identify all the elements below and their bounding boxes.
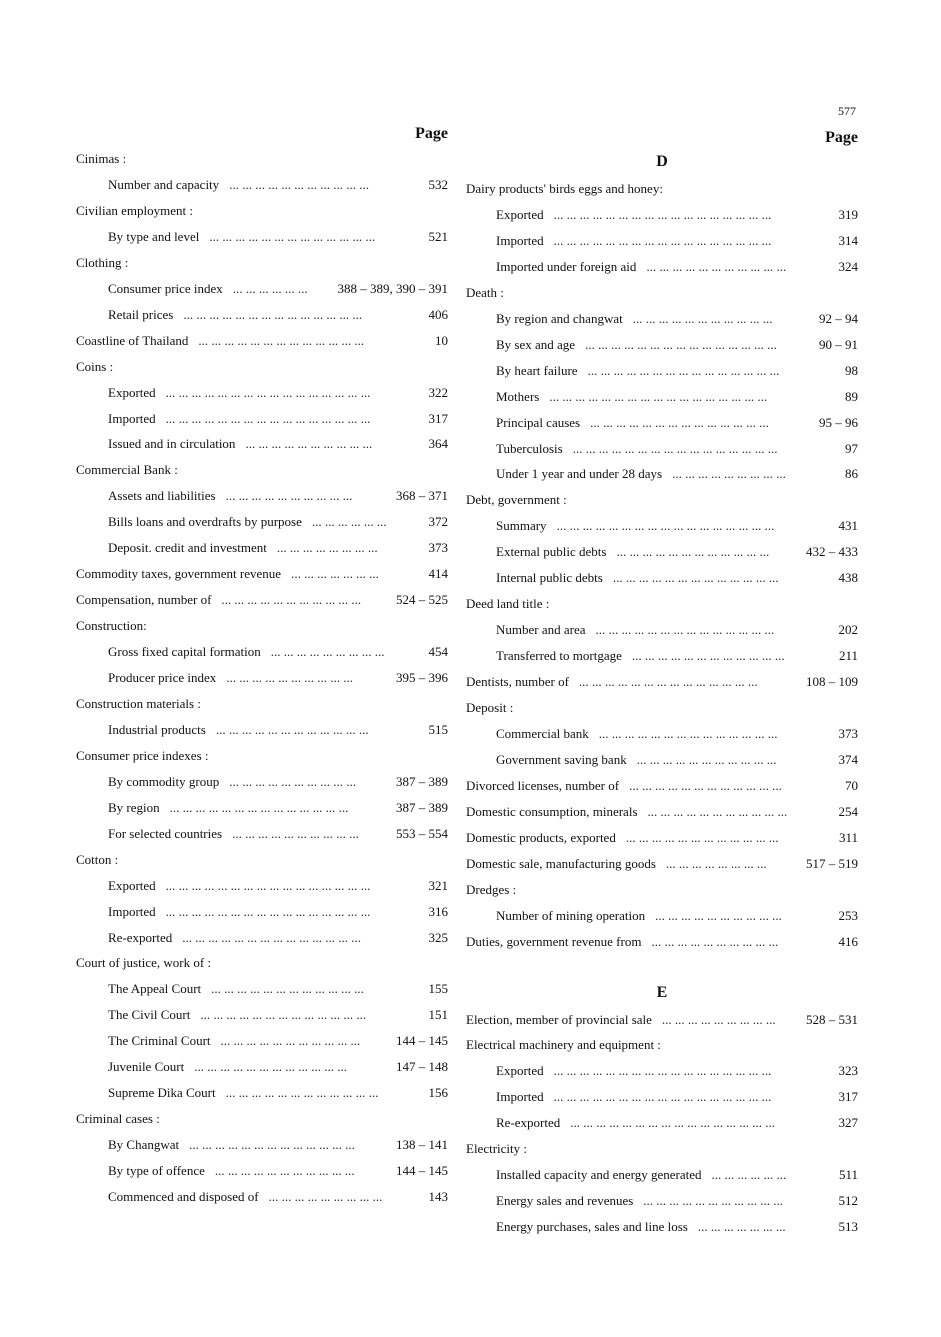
leader-dots: ... ... ... ... ... ... ... ... ... ... ... — [636, 751, 777, 767]
entry-page: 97 — [845, 440, 858, 456]
leader-dots: ... ... ... ... ... ... ... ... — [665, 855, 767, 871]
entry-label: Criminal cases : — [76, 1111, 160, 1127]
leader-dots: ... ... ... ... ... ... ... ... — [276, 540, 378, 556]
leader-dots: ... ... ... ... ... ... ... ... ... ... ... ... ... ... — [182, 929, 362, 945]
index-entry — [76, 851, 448, 869]
leader-dots: ... ... ... ... ... ... ... ... ... ... ... ... — [211, 981, 364, 997]
leader-dots: ... ... ... ... ... ... ... ... ... ... ... ... ... — [200, 1007, 367, 1023]
index-entry — [108, 799, 448, 817]
entry-label: Dairy products' birds eggs and honey: — [466, 181, 663, 196]
index-entry — [108, 1032, 448, 1050]
entry-label: By region and changwat — [496, 310, 623, 326]
leader-dots: ... ... ... ... ... ... ... ... ... ... ... — [643, 1193, 784, 1209]
entry-label: Producer price index — [108, 670, 217, 685]
leader-dots: ... ... ... ... ... ... ... ... ... ... ... ... ... ... ... ... — [165, 877, 371, 893]
entry-page: 406 — [428, 306, 448, 322]
entry-label: Cinimas : — [76, 151, 127, 166]
entry-page: 323 — [838, 1063, 858, 1079]
index-entry — [108, 306, 448, 324]
index-entry — [108, 980, 448, 998]
index-entry — [76, 202, 448, 220]
leader-dots: ... ... ... ... ... ... ... ... ... ... ... ... ... ... ... — [585, 336, 777, 352]
index-entry — [496, 1218, 858, 1236]
index-entry — [496, 1062, 858, 1080]
entry-label: Debt, government : — [466, 492, 567, 508]
entry-label: Electricity : — [466, 1141, 528, 1157]
leader-dots: ... ... ... ... ... ... ... ... ... — [672, 466, 786, 482]
index-entry — [496, 517, 858, 535]
index-entry — [108, 825, 448, 843]
index-entry — [496, 647, 858, 665]
entry-label: Civilian employment : — [76, 202, 193, 218]
entry-page: 147 – 148 — [396, 1059, 448, 1075]
entry-label: Domestic products, exported — [466, 829, 616, 845]
leader-dots: ... ... ... ... ... ... ... ... ... ... ... ... ... — [189, 1137, 355, 1153]
index-entry — [108, 1058, 448, 1076]
index-entry — [466, 699, 858, 717]
leader-dots: ... ... ... ... ... ... ... ... ... ... ... ... ... ... ... ... — [165, 384, 371, 400]
index-entry — [466, 180, 858, 198]
page-number: 577 — [838, 104, 856, 118]
entry-page: 70 — [845, 777, 858, 793]
entry-page: 202 — [838, 622, 858, 638]
entry-page: 144 – 145 — [396, 1163, 448, 1179]
entry-page: 317 — [428, 410, 448, 426]
entry-page: 327 — [838, 1115, 858, 1131]
entry-label: Retail prices — [108, 306, 174, 322]
entry-label: Exported — [108, 877, 156, 893]
entry-label: Death : — [466, 284, 504, 300]
index-entry — [108, 929, 448, 947]
index-entry — [108, 410, 448, 428]
leader-dots: ... ... ... ... ... ... ... ... ... ... ... ... ... ... ... ... — [165, 410, 371, 426]
leader-dots: ... ... ... ... ... ... ... ... ... ... ... ... ... ... ... ... ... — [553, 1089, 772, 1105]
index-entry — [76, 617, 448, 635]
entry-page: 553 – 554 — [396, 825, 448, 841]
index-entry — [496, 388, 858, 406]
entry-page: 144 – 145 — [396, 1033, 448, 1049]
leader-dots: ... ... ... ... ... ... ... ... ... ... ... ... ... ... ... ... — [165, 903, 371, 919]
leader-dots: ... ... ... ... ... ... ... ... ... — [268, 1189, 383, 1204]
leader-dots: ... ... ... ... ... ... ... ... ... ... ... ... ... ... ... ... — [572, 440, 778, 456]
entry-page: 317 — [838, 1089, 858, 1105]
leader-dots: ... ... ... ... ... ... ... ... ... ... ... ... ... ... — [183, 306, 363, 322]
index-entry — [466, 1036, 858, 1054]
leader-dots: ... ... ... ... ... ... ... ... ... ... ... ... — [225, 1085, 379, 1101]
entry-label: Assets and liabilities — [108, 488, 216, 504]
index-entry — [108, 176, 448, 194]
index-entry — [496, 414, 858, 432]
entry-page: 388 – 389, 390 – 391 — [337, 280, 448, 296]
index-entry — [76, 565, 448, 583]
entry-label: Coastline of Thailand — [76, 332, 189, 348]
entry-label: By commodity group — [108, 773, 220, 789]
entry-label: Commercial bank — [496, 725, 589, 741]
leader-dots: ... ... ... ... ... ... ... ... ... ... ... ... — [631, 648, 785, 664]
entry-label: Court of justice, work of : — [76, 955, 212, 971]
leader-dots: ... ... ... ... ... ... ... ... ... ... ... — [214, 1163, 355, 1179]
leader-dots: ... ... ... ... ... ... ... ... ... ... ... ... ... ... — [598, 725, 778, 741]
entry-label: Under 1 year and under 28 days — [496, 466, 663, 482]
entry-page: 155 — [428, 981, 448, 997]
entry-label: Internal public debts — [496, 570, 603, 586]
entry-label: Energy purchases, sales and line loss — [496, 1219, 688, 1235]
entry-label: For selected countries — [108, 825, 223, 841]
index-entry — [466, 829, 858, 847]
entry-page: 10 — [435, 332, 448, 348]
entry-page: 86 — [845, 466, 858, 482]
index-entry — [108, 721, 448, 739]
index-entry — [76, 254, 448, 272]
leader-dots: ... ... ... ... ... ... ... ... ... ... ... — [229, 176, 369, 192]
index-entry — [466, 1140, 858, 1158]
leader-dots: ... ... ... ... ... ... — [711, 1167, 787, 1183]
entry-label: Industrial products — [108, 721, 206, 737]
entry-label: Construction materials : — [76, 695, 201, 711]
entry-page: 319 — [838, 206, 858, 222]
index-entry — [108, 643, 448, 661]
leader-dots: ... ... ... ... ... ... ... ... ... ... ... ... ... ... — [590, 414, 769, 430]
entry-page: 89 — [845, 388, 858, 404]
section-letter: D — [656, 153, 668, 170]
entry-page: 438 — [838, 570, 858, 586]
index-entry — [496, 232, 858, 250]
leader-dots: ... ... ... ... ... ... ... ... ... ... ... ... ... ... ... ... ... — [553, 206, 772, 222]
index-entry — [496, 621, 858, 639]
entry-page: 524 – 525 — [396, 592, 448, 608]
index-entry — [76, 461, 448, 479]
index-entry — [466, 933, 858, 951]
entry-label: Bills loans and overdrafts by purpose — [108, 514, 302, 530]
index-entry — [108, 384, 448, 402]
entry-label: Dredges : — [466, 881, 517, 897]
entry-label: Gross fixed capital formation — [108, 644, 261, 660]
index-entry — [466, 284, 858, 302]
index-entry — [108, 1136, 448, 1154]
index-entry — [108, 228, 448, 246]
leader-dots: ... ... ... ... ... ... ... — [291, 566, 379, 582]
entry-label: Issued and in circulation — [108, 436, 236, 452]
index-entry — [466, 1011, 858, 1029]
entry-page: 416 — [838, 933, 858, 949]
entry-label: By Changwat — [108, 1137, 180, 1153]
leader-dots: ... ... ... ... ... ... ... ... ... ... — [245, 436, 373, 452]
entry-page: 395 – 396 — [396, 670, 448, 685]
index-entry — [108, 1162, 448, 1180]
page-column-header: Page — [415, 125, 448, 142]
index-entry — [108, 903, 448, 921]
entry-label: Number of mining operation — [496, 907, 646, 923]
entry-label: Installed capacity and energy generated — [496, 1167, 702, 1183]
entry-label: External public debts — [496, 544, 607, 560]
index-entry — [496, 310, 858, 328]
index-entry — [466, 803, 858, 821]
entry-page: 373 — [428, 540, 448, 556]
entry-label: Summary — [496, 518, 547, 534]
leader-dots: ... ... ... ... ... ... — [232, 280, 308, 296]
leader-dots: ... ... ... ... ... ... ... ... ... ... ... ... ... ... ... ... ... — [553, 1063, 772, 1079]
entry-page: 511 — [838, 1167, 858, 1183]
entry-page: 316 — [428, 903, 448, 919]
entry-page: 432 – 433 — [806, 544, 858, 560]
entry-page: 368 – 371 — [396, 488, 448, 504]
entry-label: Domestic sale, manufacturing goods — [466, 855, 656, 871]
entry-page: 521 — [428, 228, 448, 244]
index-entry — [466, 855, 858, 873]
entry-label: Imported — [108, 903, 156, 919]
entry-page: 108 – 109 — [806, 674, 858, 690]
index-entry — [108, 435, 448, 453]
index-entry — [496, 440, 858, 458]
leader-dots: ... ... ... ... ... ... ... ... ... ... — [225, 488, 353, 504]
index-entry — [108, 669, 448, 687]
entry-label: Commodity taxes, government revenue — [76, 566, 282, 582]
index-entry — [108, 513, 448, 531]
leader-dots: ... ... ... ... ... ... ... — [697, 1219, 786, 1235]
index-entry — [496, 336, 858, 354]
page-column-header: Page — [825, 129, 858, 146]
leader-dots: ... ... ... ... ... ... ... ... ... ... ... — [646, 258, 787, 274]
index-entry — [496, 206, 858, 224]
leader-dots: ... ... ... ... ... ... ... ... ... ... ... — [220, 1033, 361, 1049]
entry-label: Dentists, number of — [466, 674, 569, 690]
entry-page: 528 – 531 — [806, 1011, 858, 1027]
entry-page: 321 — [428, 877, 448, 893]
index-entry — [76, 954, 448, 972]
entry-page: 322 — [428, 384, 448, 400]
entry-label: Divorced licenses, number of — [466, 777, 620, 793]
leader-dots: ... ... ... ... ... ... ... ... ... ... ... ... ... ... ... ... ... — [549, 388, 768, 404]
index-entry — [108, 773, 448, 791]
index-entry — [466, 673, 858, 691]
entry-page: 324 — [838, 258, 858, 274]
entry-page: 254 — [838, 803, 858, 819]
index-entry — [108, 539, 448, 557]
index-entry — [496, 543, 858, 561]
entry-label: By type and level — [108, 228, 200, 244]
entry-page: 387 – 389 — [396, 799, 448, 815]
entry-page: 92 – 94 — [819, 310, 858, 326]
entry-label: Deposit : — [466, 700, 514, 715]
index-entry — [76, 358, 448, 376]
entry-label: Duties, government revenue from — [466, 933, 642, 949]
entry-label: By sex and age — [496, 336, 576, 352]
index-entry — [108, 487, 448, 505]
leader-dots: ... ... ... ... ... ... ... ... ... ... — [226, 670, 354, 685]
entry-page: 211 — [838, 648, 858, 664]
entry-label: Clothing : — [76, 254, 129, 270]
entry-page: 253 — [838, 907, 858, 923]
index-entry — [496, 362, 858, 380]
entry-page: 151 — [428, 1007, 448, 1023]
entry-label: Deposit. credit and investment — [108, 540, 267, 556]
entry-label: Transferred to mortgage — [496, 648, 622, 664]
entry-page: 513 — [838, 1219, 858, 1235]
entry-label: Domestic consumption, minerals — [466, 803, 638, 819]
index-entry — [76, 332, 448, 350]
section-letter: E — [656, 983, 668, 1001]
index-entry — [108, 1188, 448, 1206]
index-entry — [108, 877, 448, 895]
entry-label: Election, member of provincial sale — [466, 1011, 652, 1027]
entry-label: Re-exported — [108, 929, 173, 945]
leader-dots: ... ... ... ... ... ... ... ... ... ... ... ... ... — [612, 570, 779, 586]
leader-dots: ... ... ... ... ... ... ... ... ... — [661, 1011, 776, 1027]
leader-dots: ... ... ... ... ... ... ... ... ... ... ... ... ... ... ... — [587, 362, 780, 378]
entry-label: Commenced and disposed of — [108, 1189, 259, 1204]
entry-page: 374 — [838, 751, 858, 767]
leader-dots: ... ... ... ... ... ... ... ... ... ... ... ... — [215, 721, 369, 737]
leader-dots: ... ... ... ... ... ... ... ... ... ... ... — [221, 592, 362, 608]
entry-page: 512 — [838, 1193, 858, 1209]
leader-dots: ... ... ... ... ... ... ... ... ... ... ... ... ... ... ... ... ... — [553, 232, 772, 248]
entry-label: Re-exported — [496, 1115, 561, 1131]
index-entry — [496, 1192, 858, 1210]
index-entry — [496, 725, 858, 743]
index-entry — [108, 280, 448, 298]
entry-page: 90 – 91 — [819, 336, 858, 352]
leader-dots: ... ... ... ... ... ... ... ... ... ... ... ... ... ... ... ... — [570, 1115, 776, 1131]
index-entry — [496, 1088, 858, 1106]
entry-label: Number and capacity — [108, 176, 220, 192]
index-entry — [466, 881, 858, 899]
leader-dots: ... ... ... ... ... ... ... ... ... ... ... ... ... ... ... ... ... — [556, 518, 775, 534]
leader-dots: ... ... ... ... ... ... ... ... ... ... — [232, 825, 359, 841]
leader-dots: ... ... ... ... ... ... ... ... ... ... ... ... ... — [209, 228, 376, 244]
entry-label: Deed land title : — [466, 596, 550, 612]
entry-page: 517 – 519 — [806, 855, 858, 871]
leader-dots: ... ... ... ... ... ... ... ... ... ... — [229, 773, 356, 789]
entry-page: 532 — [428, 176, 448, 192]
index-entry — [76, 695, 448, 713]
leader-dots: ... ... ... ... ... ... ... ... ... ... ... ... ... ... — [595, 622, 775, 638]
index-entry — [466, 595, 858, 613]
entry-page: 138 – 141 — [396, 1137, 448, 1153]
leader-dots: ... ... ... ... ... ... ... ... ... ... — [655, 907, 782, 923]
entry-page: 95 – 96 — [819, 414, 858, 430]
entry-label: Government saving bank — [496, 751, 627, 767]
entry-label: Mothers — [496, 388, 540, 404]
index-entry — [496, 751, 858, 769]
index-entry — [466, 491, 858, 509]
entry-page: 314 — [838, 232, 858, 248]
entry-page: 373 — [838, 725, 858, 741]
entry-label: Imported — [108, 410, 156, 426]
entry-page: 431 — [838, 518, 858, 534]
index-entry — [496, 569, 858, 587]
entry-label: Exported — [108, 384, 156, 400]
entry-label: Electrical machinery and equipment : — [466, 1037, 661, 1053]
index-entry — [108, 1006, 448, 1024]
leader-dots: ... ... ... ... ... ... ... ... ... ... ... ... — [194, 1059, 347, 1075]
leader-dots: ... ... ... ... ... ... ... ... ... ... — [651, 933, 779, 949]
leader-dots: ... ... ... ... ... ... ... ... ... ... ... ... — [625, 829, 779, 845]
entry-label: Compensation, number of — [76, 592, 212, 608]
entry-label: By heart failure — [496, 362, 578, 378]
entry-label: The Criminal Court — [108, 1033, 211, 1049]
entry-label: Consumer price indexes : — [76, 747, 209, 763]
entry-label: Imported under foreign aid — [496, 258, 637, 274]
entry-page: 387 – 389 — [396, 773, 448, 789]
leader-dots: ... ... ... ... ... ... ... ... ... — [270, 644, 385, 660]
entry-label: By type of offence — [108, 1163, 205, 1179]
index-entry — [496, 258, 858, 276]
entry-page: 311 — [838, 829, 858, 845]
leader-dots: ... ... ... ... ... ... ... ... ... ... ... ... ... ... — [169, 799, 349, 815]
leader-dots: ... ... ... ... ... ... ... ... ... ... ... ... ... ... — [578, 674, 758, 690]
entry-page: 454 — [428, 644, 448, 660]
index-entry — [496, 465, 858, 483]
index-entry — [76, 591, 448, 609]
index-entry — [496, 1114, 858, 1132]
entry-page: 414 — [428, 566, 448, 582]
leader-dots: ... ... ... ... ... ... ... ... ... ... ... ... ... — [198, 332, 365, 348]
entry-label: Exported — [496, 206, 544, 222]
entry-label: Number and area — [496, 622, 586, 638]
entry-label: Juvenile Court — [108, 1059, 185, 1075]
leader-dots: ... ... ... ... ... ... ... ... ... ... ... — [632, 310, 773, 326]
entry-page: 372 — [428, 514, 448, 530]
entry-label: Tuberculosis — [496, 440, 563, 456]
entry-label: The Appeal Court — [108, 981, 202, 997]
entry-page: 143 — [428, 1189, 448, 1204]
index-entry — [496, 1166, 858, 1184]
index-entry — [466, 777, 858, 795]
leader-dots: ... ... ... ... ... ... ... ... ... ... ... ... — [616, 544, 770, 560]
entry-label: Energy sales and revenues — [496, 1193, 634, 1209]
leader-dots: ... ... ... ... ... ... ... ... ... ... ... — [647, 803, 788, 819]
entry-label: By region — [108, 799, 160, 815]
entry-label: Construction: — [76, 618, 147, 634]
entry-label: Cotton : — [76, 851, 119, 867]
index-entry — [76, 747, 448, 765]
index-entry — [76, 150, 448, 168]
entry-page: 98 — [845, 362, 858, 378]
entry-page: 515 — [428, 721, 448, 737]
index-entry — [496, 907, 858, 925]
entry-label: Coins : — [76, 358, 114, 374]
entry-label: Principal causes — [496, 414, 581, 430]
entry-label: Exported — [496, 1063, 544, 1079]
leader-dots: ... ... ... ... ... ... — [311, 514, 387, 530]
entry-label: Consumer price index — [108, 280, 223, 296]
leader-dots: ... ... ... ... ... ... ... ... ... ... ... ... — [629, 777, 782, 793]
entry-label: Supreme Dika Court — [108, 1085, 216, 1101]
index-entry — [76, 1110, 448, 1128]
index-entry — [108, 1084, 448, 1102]
entry-page: 156 — [428, 1085, 448, 1101]
entry-label: Imported — [496, 232, 544, 248]
entry-label: The Civil Court — [108, 1007, 191, 1023]
entry-page: 325 — [428, 929, 448, 945]
entry-page: 364 — [428, 436, 448, 452]
entry-label: Imported — [496, 1089, 544, 1105]
entry-label: Commercial Bank : — [76, 462, 178, 478]
